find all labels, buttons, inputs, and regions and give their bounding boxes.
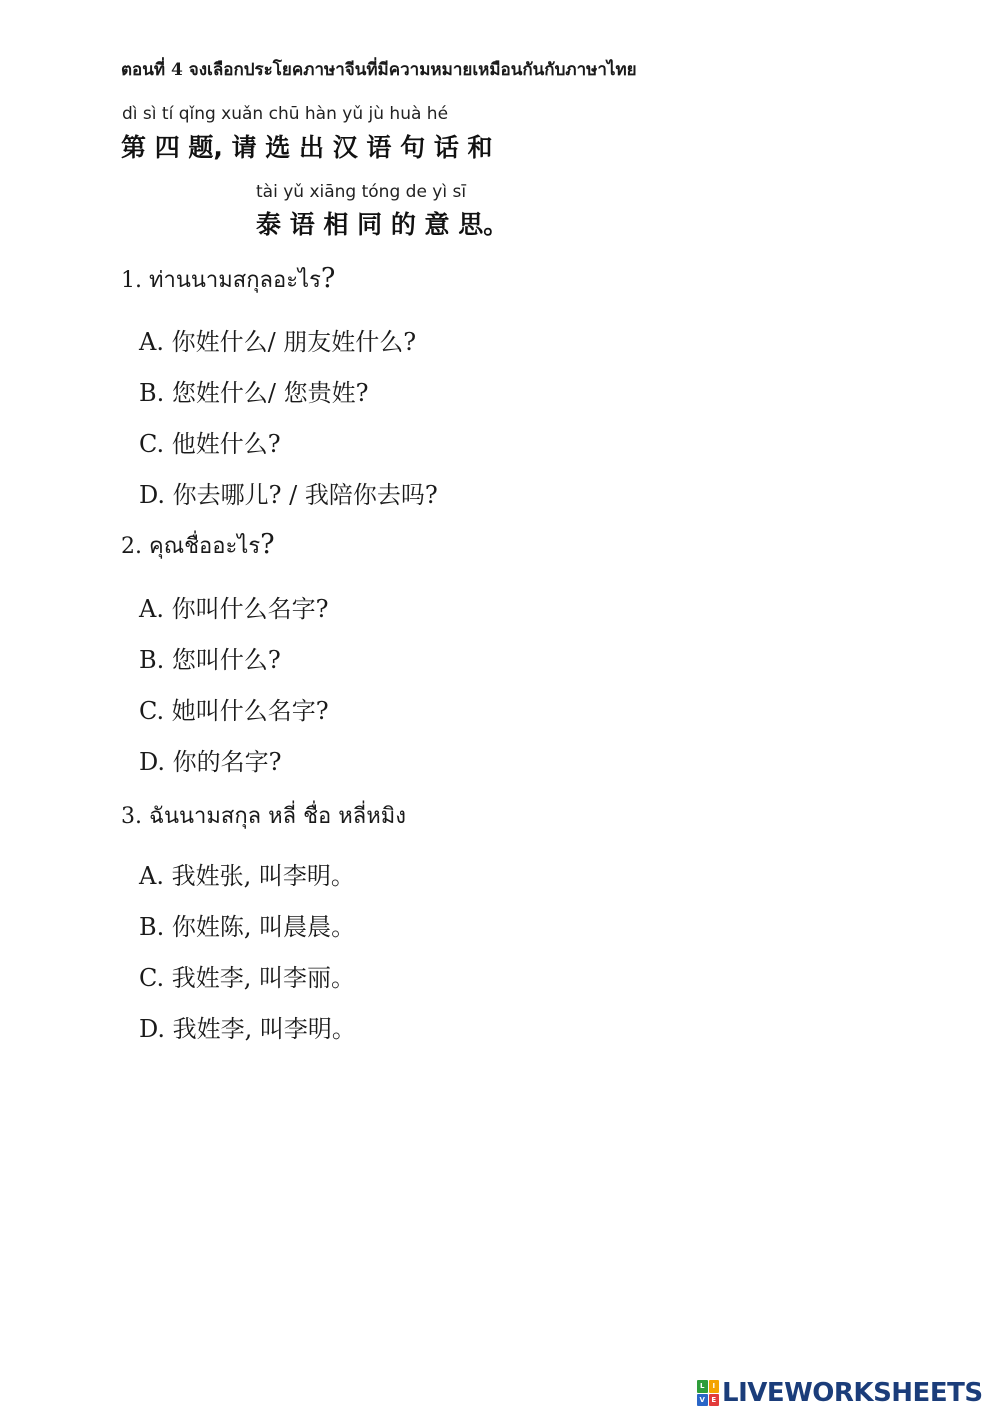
logo-tile-e: E [709,1394,720,1407]
logo-text: LIVEWORKSHEETS [722,1378,983,1408]
section-title: ตอนที่ 4 จงเลือกประโยคภาษาจีนที่มีความหมายเหมือนกันกับภาษาไทย [121,60,637,80]
pinyin-line-2: tài yǔ xiāng tóng de yì sī [256,182,467,202]
logo-tile-i: I [709,1380,720,1393]
q3-option-d[interactable]: D. 我姓李, 叫李明。 [139,1015,356,1043]
q1-option-a[interactable]: A. 你姓什么/ 朋友姓什么? [139,328,417,356]
q2-option-c[interactable]: C. 她叫什么名字? [139,697,329,725]
question-3-prompt [121,798,406,833]
q1-option-d[interactable]: D. 你去哪儿? / 我陪你去吗? [139,481,438,509]
question-mark: ? [320,263,336,294]
question-1-prompt [121,262,335,297]
q3-option-c[interactable]: C. 我姓李, 叫李丽。 [139,964,356,992]
instruction-line-1: 第 四 题, 请 选 出 汉 语 句 话 和 [121,133,493,162]
logo-tile-v: V [697,1394,708,1407]
question-text: 3. ฉันนามสกุล หลี่ ชื่อ หลี่หมิง [121,804,406,829]
q1-option-c[interactable]: C. 他姓什么? [139,430,281,458]
question-text: 1. ท่านนามสกุลอะไร [121,268,321,293]
q2-option-a[interactable]: A. 你叫什么名字? [139,595,329,623]
q1-option-b[interactable]: B. 您姓什么/ 您贵姓? [139,379,369,407]
q2-option-d[interactable]: D. 你的名字? [139,748,282,776]
pinyin-line-1: dì sì tí qǐng xuǎn chū hàn yǔ jù huà hé [122,104,449,124]
q2-option-b[interactable]: B. 您叫什么? [139,646,281,674]
liveworksheets-logo [697,1378,983,1408]
question-2-prompt [121,528,275,563]
question-text: 2. คุณชื่ออะไร [121,534,261,559]
liveworksheets-logo-icon [697,1380,719,1406]
instruction-line-2: 泰 语 相 同 的 意 思。 [256,210,509,239]
q3-option-b[interactable]: B. 你姓陈, 叫晨晨。 [139,913,356,941]
logo-tile-l: L [697,1380,708,1393]
question-mark: ? [260,529,275,560]
q3-option-a[interactable]: A. 我姓张, 叫李明。 [139,862,355,890]
